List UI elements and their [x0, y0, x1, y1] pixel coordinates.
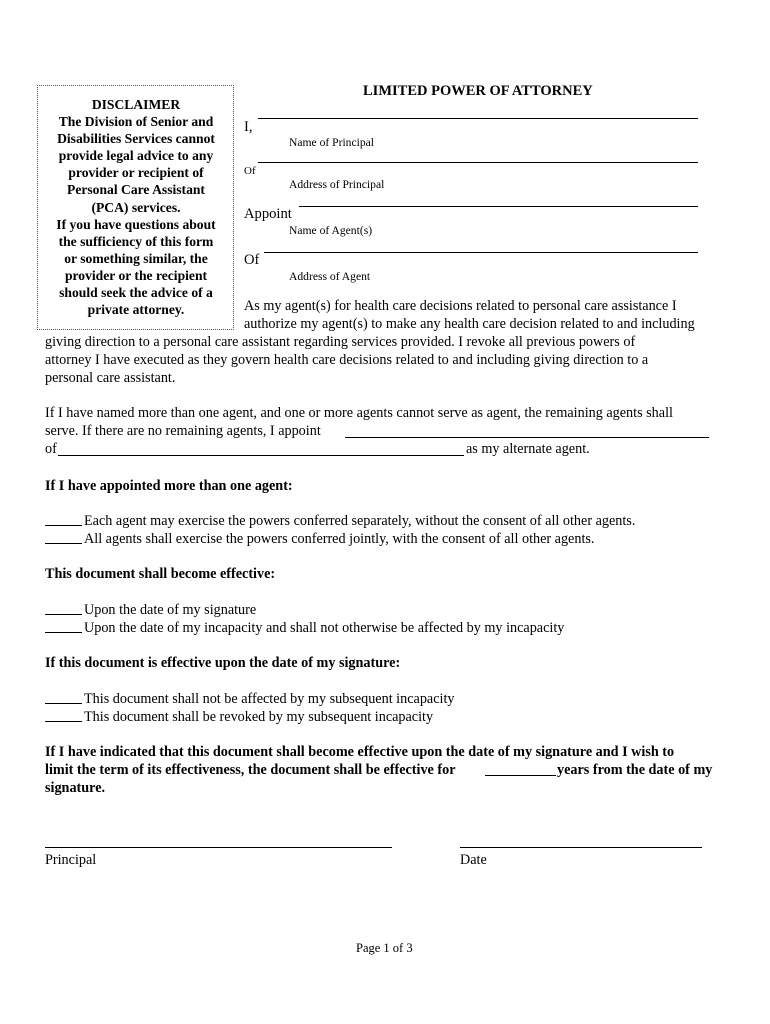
- option-checkline-signature-date[interactable]: [45, 614, 82, 615]
- principal-name-caption: Name of Principal: [289, 136, 374, 149]
- of-label-agent: Of: [244, 252, 260, 268]
- agent-name-line[interactable]: [299, 206, 698, 207]
- option-revoked: This document shall be revoked by my subsequent incapacity: [84, 709, 434, 725]
- disclaimer-heading: DISCLAIMER: [91, 97, 181, 112]
- option-checkline-separately[interactable]: [45, 525, 82, 526]
- agent-address-caption: Address of Agent: [289, 270, 371, 283]
- authorize-line: giving direction to a personal care assistant regarding services provided. I revoke all previous powers of: [45, 334, 636, 350]
- term-years-line[interactable]: [485, 775, 556, 776]
- date-label: Date: [460, 852, 487, 868]
- appoint-label: Appoint: [244, 206, 292, 222]
- i-label: I,: [244, 119, 253, 135]
- term-line-3: signature.: [45, 780, 106, 796]
- disclaimer-line: the sufficiency of this form: [58, 233, 214, 249]
- date-signature-line[interactable]: [460, 847, 702, 848]
- disclaimer-line: provider or the recipient: [64, 267, 208, 283]
- disclaimer-text: [45, 96, 227, 318]
- option-separately: Each agent may exercise the powers conferred separately, without the consent of all other agents.: [84, 513, 636, 529]
- principal-signature-line[interactable]: [45, 847, 392, 848]
- option-checkline-incapacity-date[interactable]: [45, 632, 82, 633]
- principal-address-line[interactable]: [258, 162, 698, 163]
- alternate-agent-address-line[interactable]: [58, 455, 464, 456]
- effective-heading: This document shall become effective:: [45, 566, 276, 582]
- disclaimer-line: provide legal advice to any: [58, 148, 214, 164]
- disclaimer-line: or something similar, the: [64, 250, 208, 266]
- alternate-suffix: as my alternate agent.: [466, 441, 590, 457]
- alternate-of-label: of: [45, 441, 57, 457]
- alternate-line-1: If I have named more than one agent, and one or more agents cannot serve as agent, the remaining agents shall: [45, 405, 673, 421]
- term-line-2-prefix: limit the term of its effectiveness, the document shall be effective for: [45, 762, 456, 778]
- option-jointly: All agents shall exercise the powers conferred jointly, with the consent of all other agents.: [84, 531, 595, 547]
- authorize-line: personal care assistant.: [45, 370, 176, 386]
- principal-name-line[interactable]: [258, 118, 698, 119]
- authorize-line: As my agent(s) for health care decisions related to personal care assistance I: [244, 298, 677, 314]
- term-line-2-suffix: years from the date of my: [557, 762, 713, 778]
- disclaimer-line: (PCA) services.: [91, 199, 181, 215]
- alternate-line-2: serve. If there are no remaining agents, I appoint: [45, 423, 321, 439]
- of-label-principal: Of: [244, 165, 256, 177]
- disclaimer-line: should seek the advice of a: [59, 285, 213, 301]
- term-line-1: If I have indicated that this document shall become effective upon the date of my signature and I wish to: [45, 744, 675, 760]
- agent-address-line[interactable]: [264, 252, 698, 253]
- authorize-line: authorize my agent(s) to make any health care decision related to and including: [244, 316, 695, 332]
- disclaimer-line: private attorney.: [87, 302, 185, 318]
- disclaimer-line: provider or recipient of: [68, 165, 204, 181]
- disclaimer-line: If you have questions about: [56, 216, 216, 232]
- signature-effective-heading: If this document is effective upon the date of my signature:: [45, 655, 401, 671]
- document-title: LIMITED POWER OF ATTORNEY: [363, 83, 593, 99]
- disclaimer-line: Personal Care Assistant: [67, 182, 205, 198]
- option-checkline-revoked[interactable]: [45, 721, 82, 722]
- option-checkline-jointly[interactable]: [45, 543, 82, 544]
- multi-agent-heading: If I have appointed more than one agent:: [45, 478, 293, 494]
- principal-label: Principal: [45, 852, 97, 868]
- option-signature-date: Upon the date of my signature: [84, 602, 257, 618]
- disclaimer-line: Disabilities Services cannot: [57, 131, 215, 147]
- option-incapacity-date: Upon the date of my incapacity and shall not otherwise be affected by my incapacity: [84, 620, 565, 636]
- disclaimer-line: The Division of Senior and: [58, 114, 214, 130]
- authorize-line: attorney I have executed as they govern health care decisions related to and including giving direction to a: [45, 352, 649, 368]
- option-checkline-not-affected[interactable]: [45, 703, 82, 704]
- page-number: Page 1 of 3: [356, 941, 413, 955]
- principal-address-caption: Address of Principal: [289, 178, 385, 191]
- agent-name-caption: Name of Agent(s): [289, 224, 373, 237]
- option-not-affected: This document shall not be affected by my subsequent incapacity: [84, 691, 455, 707]
- alternate-agent-name-line[interactable]: [345, 437, 709, 438]
